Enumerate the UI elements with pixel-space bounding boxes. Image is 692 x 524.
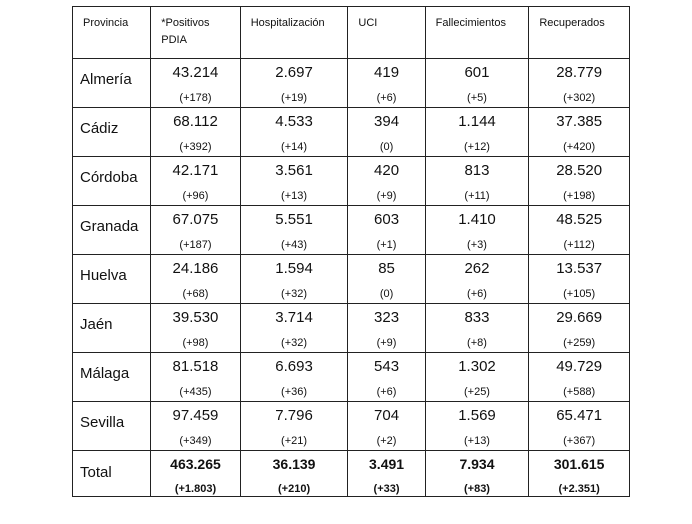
recuperados-value: 48.525: [556, 211, 603, 228]
positivos-value: 24.186: [172, 260, 219, 277]
recuperados-delta: (+367): [563, 435, 596, 447]
province-name: Jaén: [73, 304, 151, 353]
fallecimientos-value: 1.302: [458, 358, 496, 375]
header-provincia: Provincia: [73, 7, 151, 59]
recuperados-value: 28.520: [556, 162, 603, 179]
header-uci: UCI: [348, 7, 425, 59]
cell-hospitalizacion: [240, 255, 348, 304]
cell-fallecimientos: [425, 157, 529, 206]
uci-value: 603: [374, 211, 400, 228]
cell-positivos: [151, 255, 240, 304]
cell-recuperados: [529, 402, 630, 451]
positivos-value: 81.518: [172, 358, 219, 375]
cell-positivos: [151, 402, 240, 451]
uci-delta: (+2): [376, 435, 397, 447]
cell-fallecimientos: [425, 108, 529, 157]
cell-fallecimientos: [425, 304, 529, 353]
cell-uci: [348, 59, 425, 108]
positivos-value: 97.459: [172, 407, 219, 424]
hospitalizacion-delta: (+210): [278, 483, 311, 495]
fallecimientos-delta: (+12): [463, 141, 490, 153]
province-name: Málaga: [73, 353, 151, 402]
province-name: Almería: [73, 59, 151, 108]
fallecimientos-delta: (+83): [463, 483, 490, 495]
cell-hospitalizacion: [240, 108, 348, 157]
uci-delta: (0): [379, 141, 394, 153]
recuperados-value: 65.471: [556, 407, 603, 424]
hospitalizacion-value: 36.139: [272, 456, 316, 472]
cell-uci: [348, 206, 425, 255]
uci-delta: (+33): [373, 483, 400, 495]
recuperados-value: 49.729: [556, 358, 603, 375]
table-row: [73, 108, 630, 157]
hospitalizacion-value: 4.533: [275, 113, 313, 130]
uci-delta: (0): [379, 288, 394, 300]
table-row: [73, 255, 630, 304]
total-row: [73, 451, 630, 497]
uci-value: 85: [378, 260, 395, 277]
hospitalizacion-delta: (+32): [281, 337, 308, 349]
cell-positivos: [151, 451, 240, 497]
fallecimientos-value: 813: [464, 162, 490, 179]
table-row: [73, 353, 630, 402]
fallecimientos-delta: (+11): [464, 190, 490, 202]
fallecimientos-delta: (+8): [467, 337, 487, 349]
recuperados-delta: (+588): [563, 386, 596, 398]
recuperados-delta: (+2.351): [558, 483, 600, 495]
positivos-value: 42.171: [172, 162, 219, 179]
recuperados-value: 29.669: [556, 309, 603, 326]
cell-uci: [348, 108, 425, 157]
cell-recuperados: [529, 108, 630, 157]
uci-value: 3.491: [369, 456, 405, 472]
hospitalizacion-delta: (+21): [281, 435, 308, 447]
cell-recuperados: [529, 59, 630, 108]
uci-delta: (+9): [376, 190, 397, 202]
cell-uci: [348, 157, 425, 206]
positivos-value: 463.265: [170, 456, 221, 472]
cell-fallecimientos: [425, 451, 529, 497]
table-row: [73, 206, 630, 255]
cell-recuperados: [529, 353, 630, 402]
fallecimientos-delta: (+3): [467, 239, 487, 251]
fallecimientos-value: 7.934: [459, 456, 495, 472]
fallecimientos-delta: (+5): [467, 92, 487, 104]
uci-delta: (+6): [376, 386, 397, 398]
recuperados-delta: (+198): [563, 190, 596, 202]
hospitalizacion-value: 5.551: [275, 211, 313, 228]
uci-value: 419: [374, 64, 400, 81]
cell-positivos: [151, 157, 240, 206]
header-fallecimientos: Fallecimientos: [425, 7, 529, 59]
hospitalizacion-delta: (+36): [281, 386, 308, 398]
positivos-delta: (+98): [182, 337, 209, 349]
positivos-value: 68.112: [173, 113, 218, 130]
hospitalizacion-delta: (+19): [281, 92, 308, 104]
fallecimientos-value: 262: [464, 260, 490, 277]
cell-positivos: [151, 353, 240, 402]
positivos-delta: (+68): [182, 288, 209, 300]
positivos-value: 39.530: [172, 309, 219, 326]
uci-value: 420: [374, 162, 400, 179]
province-name: Sevilla: [73, 402, 151, 451]
cell-uci: [348, 451, 425, 497]
fallecimientos-value: 601: [464, 64, 490, 81]
recuperados-delta: (+105): [563, 288, 596, 300]
positivos-delta: (+187): [179, 239, 212, 251]
cell-hospitalizacion: [240, 206, 348, 255]
recuperados-delta: (+302): [563, 92, 596, 104]
province-name: Córdoba: [73, 157, 151, 206]
positivos-delta: (+435): [179, 386, 212, 398]
cell-recuperados: [529, 206, 630, 255]
cell-uci: [348, 255, 425, 304]
fallecimientos-delta: (+13): [463, 435, 490, 447]
fallecimientos-delta: (+6): [467, 288, 487, 300]
uci-value: 704: [374, 407, 400, 424]
hospitalizacion-value: 6.693: [275, 358, 313, 375]
header-recuperados: Recuperados: [529, 7, 630, 59]
header-row: [73, 7, 630, 59]
cell-fallecimientos: [425, 255, 529, 304]
hospitalizacion-value: 3.561: [275, 162, 313, 179]
province-name: Cádiz: [73, 108, 151, 157]
fallecimientos-value: 1.144: [458, 113, 496, 130]
table-row: [73, 157, 630, 206]
uci-value: 323: [374, 309, 400, 326]
covid-andalucia-table: [72, 6, 630, 497]
cell-hospitalizacion: [240, 304, 348, 353]
province-name: Huelva: [73, 255, 151, 304]
cell-recuperados: [529, 451, 630, 497]
cell-recuperados: [529, 157, 630, 206]
hospitalizacion-value: 3.714: [275, 309, 313, 326]
cell-recuperados: [529, 304, 630, 353]
uci-value: 394: [374, 113, 400, 130]
positivos-value: 67.075: [172, 211, 219, 228]
recuperados-value: 28.779: [556, 64, 603, 81]
header-hospitalizacion: Hospitalización: [240, 7, 348, 59]
total-label: Total: [73, 451, 151, 497]
hospitalizacion-value: 1.594: [275, 260, 313, 277]
fallecimientos-value: 1.569: [458, 407, 496, 424]
recuperados-value: 13.537: [556, 260, 603, 277]
recuperados-delta: (+259): [563, 337, 596, 349]
cell-hospitalizacion: [240, 451, 348, 497]
positivos-delta: (+392): [179, 141, 212, 153]
uci-delta: (+6): [376, 92, 397, 104]
cell-recuperados: [529, 255, 630, 304]
header-positivos: *Positivos PDIA: [151, 7, 240, 59]
cell-positivos: [151, 206, 240, 255]
cell-fallecimientos: [425, 206, 529, 255]
cell-positivos: [151, 304, 240, 353]
fallecimientos-value: 833: [464, 309, 490, 326]
recuperados-delta: (+112): [563, 239, 595, 251]
cell-hospitalizacion: [240, 59, 348, 108]
positivos-value: 43.214: [172, 64, 219, 81]
cell-fallecimientos: [425, 402, 529, 451]
cell-uci: [348, 304, 425, 353]
cell-hospitalizacion: [240, 353, 348, 402]
uci-value: 543: [374, 358, 400, 375]
positivos-delta: (+349): [179, 435, 212, 447]
hospitalizacion-value: 7.796: [275, 407, 313, 424]
hospitalizacion-delta: (+43): [281, 239, 308, 251]
cell-fallecimientos: [425, 353, 529, 402]
hospitalizacion-delta: (+32): [281, 288, 308, 300]
uci-delta: (+1): [376, 239, 397, 251]
table-row: [73, 59, 630, 108]
table-row: [73, 304, 630, 353]
table-row: [73, 402, 630, 451]
cell-hospitalizacion: [240, 402, 348, 451]
positivos-delta: (+1.803): [174, 483, 217, 495]
province-name: Granada: [73, 206, 151, 255]
recuperados-delta: (+420): [563, 141, 596, 153]
fallecimientos-value: 1.410: [458, 211, 496, 228]
positivos-delta: (+178): [179, 92, 212, 104]
hospitalizacion-value: 2.697: [275, 64, 313, 81]
cell-uci: [348, 402, 425, 451]
cell-uci: [348, 353, 425, 402]
recuperados-value: 301.615: [553, 456, 605, 472]
uci-delta: (+9): [376, 337, 397, 349]
positivos-delta: (+96): [182, 190, 209, 202]
recuperados-value: 37.385: [556, 113, 603, 130]
cell-positivos: [151, 59, 240, 108]
fallecimientos-delta: (+25): [463, 386, 490, 398]
cell-hospitalizacion: [240, 157, 348, 206]
cell-fallecimientos: [425, 59, 529, 108]
cell-positivos: [151, 108, 240, 157]
hospitalizacion-delta: (+14): [281, 141, 308, 153]
hospitalizacion-delta: (+13): [281, 190, 308, 202]
